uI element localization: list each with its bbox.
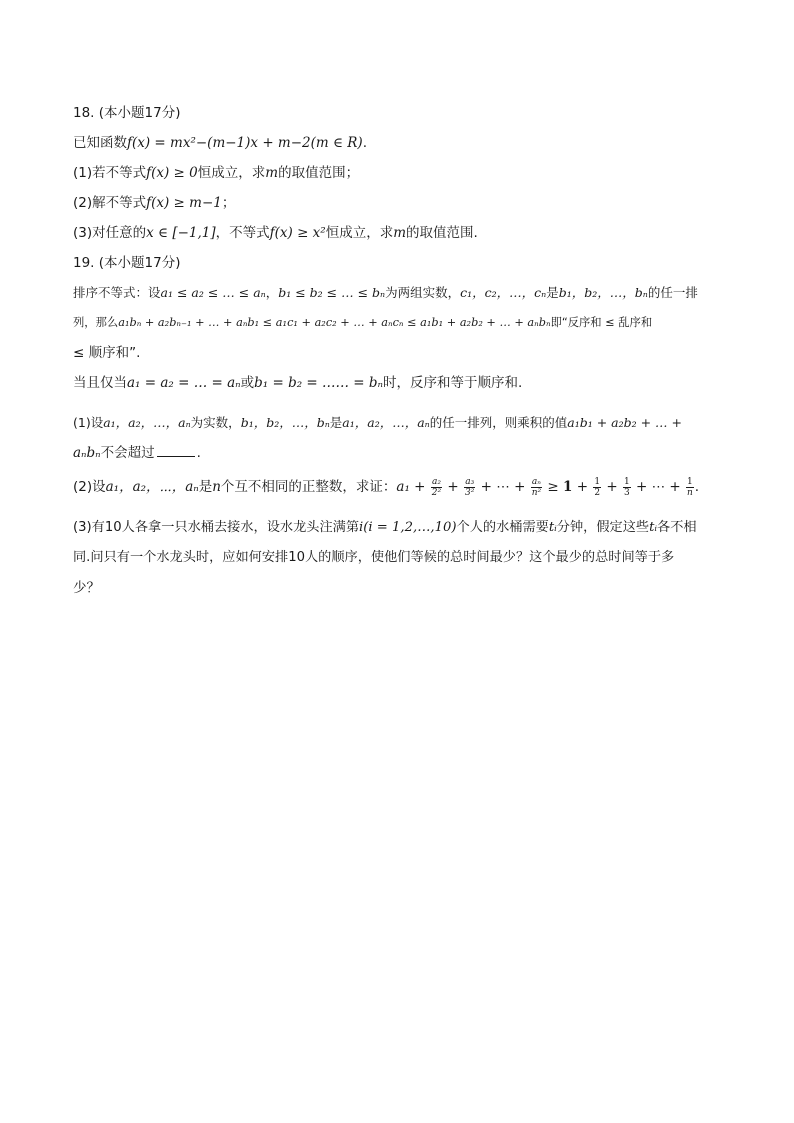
q19-p1-b: b₁，b₂，…，bₙ	[240, 415, 330, 430]
q18-part1	[73, 163, 723, 183]
q19-p1-formula2: aₙbₙ	[73, 445, 101, 461]
q19-equality-middle: 或	[240, 375, 255, 391]
q19-intro1-sep: ，	[265, 285, 279, 300]
fraction-a3: $\frac{\text{a₃}}{\text{3²}}$	[465, 476, 475, 498]
q18-part1-formula: f(x) ≥ 0	[146, 165, 198, 181]
q18-part3-middle: ，不等式	[215, 225, 270, 241]
q19-p1-a: a₁，a₂，…，aₙ	[103, 415, 191, 430]
q19-part3-line2: 同.问只有一个水龙头时，应如何安排10人的顺序，使他们等候的总时间最少？这个最少的总时间等于多	[73, 550, 675, 565]
q19-part3-line3: 少？	[73, 580, 100, 596]
fraction-one-third: $\frac{1}{3}$	[623, 476, 630, 498]
q18-part3-formula: x ∈ [−1,1]	[146, 225, 216, 241]
q19-p2-middle2: 个互不相同的正整数，求证：	[220, 479, 397, 495]
q19-intro2-prefix: 列，那么	[73, 316, 119, 329]
q18-heading: 18. (本小题17分)	[73, 105, 181, 121]
q19-equality	[73, 373, 723, 393]
q19-heading: 19. (本小题17分)	[73, 255, 181, 271]
q19-p3-middle2: 分钟，假定这些	[556, 520, 650, 535]
q19-equality-formula-b: b₁ = b₂ = …… = bₙ	[254, 375, 384, 391]
q19-part2: (2)设a₁，a₂，⋯，aₙ是n个互不相同的正整数，求证：a₁ + $\frac{\text{a₂}}{\text{2²}}$ + $\frac{\text{a₃}}{\text{3²}}$ + ⋯ + $\frac{\text{aₙ}}{\text{n²}}$ ≥ 1 + $\frac{1}{2}$ + $\frac{1}{3}$ + ⋯ + $\frac{1}{n}$ .	[73, 476, 700, 498]
q18-stem-formula: f(x) = mx²−(m−1)x + m−2(m ∈ R)	[127, 135, 363, 151]
answer-blank[interactable]	[157, 444, 195, 457]
q19-p2-a: a₁，a₂，⋯，aₙ	[105, 479, 199, 495]
q18-stem-prefix: 已知函数	[73, 135, 127, 151]
q19-intro1-middle2: 是	[546, 285, 559, 300]
q19-intro2-formula: a₁bₙ + a₂bₙ₋₁ + … + aₙb₁ ≤ a₁c₁ + a₂c₂ + … + aₙcₙ ≤ a₁b₁ + a₂b₂ + … + aₙbₙ	[118, 316, 551, 329]
q19-p2-n: n	[212, 479, 221, 495]
q19-p2-lhs-first: a₁	[396, 479, 410, 495]
fraction-one-n: $\frac{1}{n}$	[686, 476, 693, 498]
q19-intro1-middle: 为两组实数，	[385, 285, 461, 300]
fraction-one-half: $\frac{1}{2}$	[594, 476, 601, 498]
q19-p1-middle: 为实数，	[190, 415, 241, 430]
q19-p1-prefix: (1)设	[73, 415, 104, 430]
q19-equality-formula-a: a₁ = a₂ = … = aₙ	[127, 375, 241, 391]
q19-p1-suffix: 不会超过	[100, 445, 155, 461]
q19-intro-line1	[73, 283, 723, 303]
q19-intro1-prefix: 排序不等式：设	[73, 285, 161, 300]
q19-intro1-formula-b: b₁ ≤ b₂ ≤ … ≤ bₙ	[278, 285, 386, 300]
q19-p2-end: .	[694, 479, 700, 495]
q19-intro2-suffix: 即“反序和 ≤ 乱序和	[550, 316, 653, 329]
q18-part3-suffix: 的取值范围.	[406, 225, 478, 241]
q19-p1-end: .	[196, 445, 201, 461]
q19-p1-a2: a₁，a₂，…，aₙ	[342, 415, 430, 430]
q19-p3-formula: i(i = 1,2,…,10)	[359, 520, 457, 535]
q18-stem-suffix: .	[362, 135, 367, 151]
q18-part3-var: m	[393, 225, 407, 241]
q19-p3-middle: 个人的水桶需要	[456, 520, 549, 535]
q19-intro-line3: ≤ 顺序和”.	[73, 345, 141, 361]
q18-part2-suffix: ；	[221, 195, 236, 211]
q18-part1-suffix: 的取值范围；	[278, 165, 360, 181]
q19-equality-prefix: 当且仅当	[73, 375, 127, 391]
q19-part1-line2	[73, 443, 723, 463]
q19-p1-middle3: 的任一排列，则乘积的值	[429, 415, 568, 430]
q18-part2	[73, 193, 723, 213]
q19-p2-prefix: (2)设	[73, 479, 106, 495]
q18-part1-var: m	[265, 165, 279, 181]
q18-part2-formula: f(x) ≥ m−1	[146, 195, 222, 211]
q19-p2-middle: 是	[198, 479, 213, 495]
q19-intro1-suffix: 的任一排	[647, 285, 698, 300]
q18-part1-middle: 恒成立，求	[197, 165, 266, 181]
q18-stem	[73, 133, 723, 153]
q18-part2-prefix: (2)解不等式	[73, 195, 147, 211]
q19-p1-middle2: 是	[329, 415, 343, 430]
q18-part3-middle2: 恒成立，求	[325, 225, 394, 241]
q19-part1-line1	[73, 413, 723, 433]
q18-part3	[73, 223, 723, 243]
q19-intro-line2	[73, 313, 723, 333]
q19-p3-prefix: (3)有10人各拿一只水桶去接水，设水龙头注满第	[73, 520, 360, 535]
q19-p3-t: tᵢ	[548, 520, 557, 535]
q18-part3-prefix: (3)对任意的	[73, 225, 147, 241]
q19-intro1-c: c₁，c₂，…，cₙ	[460, 285, 547, 300]
fraction-an: $\frac{\text{aₙ}}{\text{n²}}$	[531, 476, 542, 498]
q19-p2-rhs-one: 1	[563, 479, 573, 495]
q19-intro1-formula-a: a₁ ≤ a₂ ≤ … ≤ aₙ	[160, 285, 266, 300]
q19-intro1-b2: b₁，b₂，…，bₙ	[558, 285, 648, 300]
fraction-a2: $\frac{\text{a₂}}{\text{2²}}$	[431, 476, 442, 498]
q19-part3-line1	[73, 518, 723, 538]
q19-equality-suffix: 时，反序和等于顺序和.	[383, 375, 523, 391]
q19-p1-formula: a₁b₁ + a₂b₂ + … +	[567, 415, 683, 430]
q18-part1-prefix: (1)若不等式	[73, 165, 147, 181]
q19-p3-t2: tᵢ	[649, 520, 658, 535]
q19-p3-suffix: 各不相	[657, 520, 697, 535]
q18-part3-formula2: f(x) ≥ x²	[269, 225, 326, 241]
